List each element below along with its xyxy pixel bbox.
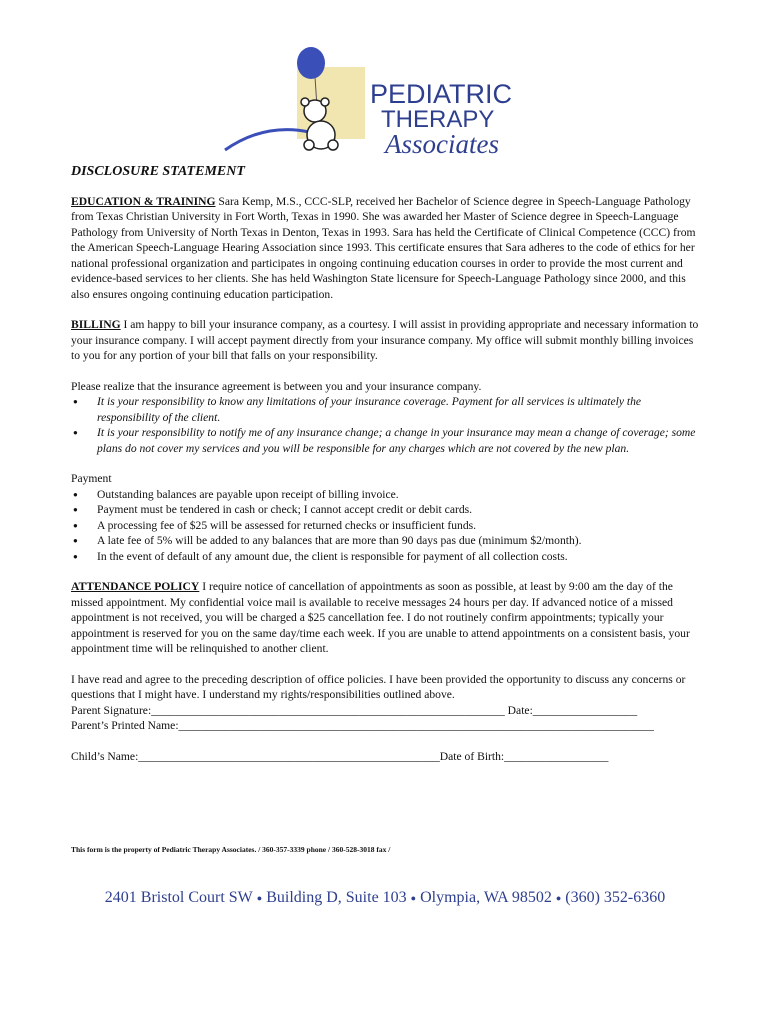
agreement-section (71, 672, 699, 765)
list-item: ● A late fee of 5% will be added to any balances that are more than 90 days pas due (minimum $2/month). (71, 533, 699, 549)
document-title: DISCLOSURE STATEMENT (71, 164, 245, 179)
bullet-icon: ● (555, 893, 562, 904)
company-logo (205, 45, 565, 163)
statement-body (71, 164, 699, 764)
billing-section (71, 317, 699, 364)
list-item: ● A processing fee of $25 will be assessed for returned checks or insufficient funds. (71, 518, 699, 534)
attendance-section (71, 579, 699, 657)
address-street: 2401 Bristol Court SW (104, 889, 253, 906)
child-name-field[interactable]: Child’s Name:____________________________________________________Date of Birth:__________________ (71, 749, 609, 763)
address-building: Building D, Suite 103 (266, 889, 407, 906)
agreement-text: I have read and agree to the preceding description of office policies. I have been provided the opportunity to discuss any concerns or questions that I might have. I understand my rights/responsibilities outlined above. (71, 672, 686, 701)
insurance-list (71, 394, 699, 456)
list-item: ● Outstanding balances are payable upon receipt of billing invoice. (71, 487, 699, 503)
logo-graphic (205, 45, 565, 163)
list-item: ● In the event of default of any amount due, the client is responsible for payment of all collection costs. (71, 549, 699, 565)
logo-line3: Associates (385, 129, 499, 159)
education-label: EDUCATION & TRAINING (71, 194, 216, 208)
parent-printed-name-field[interactable]: Parent’s Printed Name:__________________________________________________________________________________ (71, 719, 654, 732)
attendance-label: ATTENDANCE POLICY (71, 580, 200, 593)
parent-signature-field[interactable]: Parent Signature:_____________________________________________________________ Date:__________________ (71, 703, 638, 717)
list-item: ● Payment must be tendered in cash or check; I cannot accept credit or debit cards. (71, 502, 699, 518)
education-text: Sara Kemp, M.S., CCC-SLP, received her Bachelor of Science degree in Speech-Language Pathology from Texas Christian University in Fort Worth, Texas in 1990. She was awarded her Master of Science degree in Speech-Language Pathology from University of North Texas in Denton, Texas in 1993. Sara has held the Certificate of Clinical Competence (CCC) from the American Speech-Language Hearing Association since 1993. This certificate ensures that Sara adheres to the code of ethics for her national professional organization and participates in ongoing continuing education courses in order to provide the most current and evidence-based services to her clients. She has held Washington State licensure for Speech-Language Pathology since 2000, and this also ensures ongoing continuing education participation. (71, 194, 696, 301)
address-footer (0, 889, 770, 907)
payment-heading: Payment (71, 472, 112, 485)
attendance-text: I require notice of cancellation of appointments as soon as possible, at least by 9:00 am the day of the missed appointment. My confidential voice mail is available to receive messages 24 hours per day. If advanced notice of a missed appointment is not received, you will be charged a $25 cancellation fee. I do not routinely confirm appointments; typically your appointment is reserved for you on the same day/time each week. If you are unable to attend appointments on a consistent basis, your appointment time will be relinquished to another client. (71, 580, 690, 655)
billing-label: BILLING (71, 318, 121, 331)
list-item: ● It is your responsibility to notify me of any insurance change; a change in your insurance may mean a change of coverage; some plans do not cover my services and you will be responsible for any charges which are not covered by the new plan. (71, 425, 699, 456)
insurance-section (71, 379, 699, 457)
education-section (71, 194, 699, 303)
address-city: Olympia, WA 98502 (420, 889, 552, 906)
billing-text: I am happy to bill your insurance company, as a courtesy. I will assist in providing appropriate and necessary information to your insurance company. I will accept payment directly from your insurance company. My office will submit monthly billing invoices to you for any portion of your bill that falls on your responsibility. (71, 318, 699, 362)
payment-section (71, 471, 699, 564)
bullet-icon: ● (410, 893, 417, 904)
insurance-intro: Please realize that the insurance agreement is between you and your insurance company. (71, 379, 482, 393)
logo-line1: PEDIATRIC (370, 79, 513, 109)
address-phone: (360) 352-6360 (565, 889, 666, 906)
logo-balloon (297, 47, 325, 79)
bullet-icon: ● (256, 893, 263, 904)
list-item: ● It is your responsibility to know any limitations of your insurance coverage. Payment for all services is ultimately the responsibility of the client. (71, 394, 699, 425)
logo-line2: THERAPY (381, 106, 495, 133)
payment-list (71, 487, 699, 565)
form-footnote: This form is the property of Pediatric Therapy Associates. / 360-357-3339 phone / 360-528-3018 fax / (71, 845, 391, 854)
